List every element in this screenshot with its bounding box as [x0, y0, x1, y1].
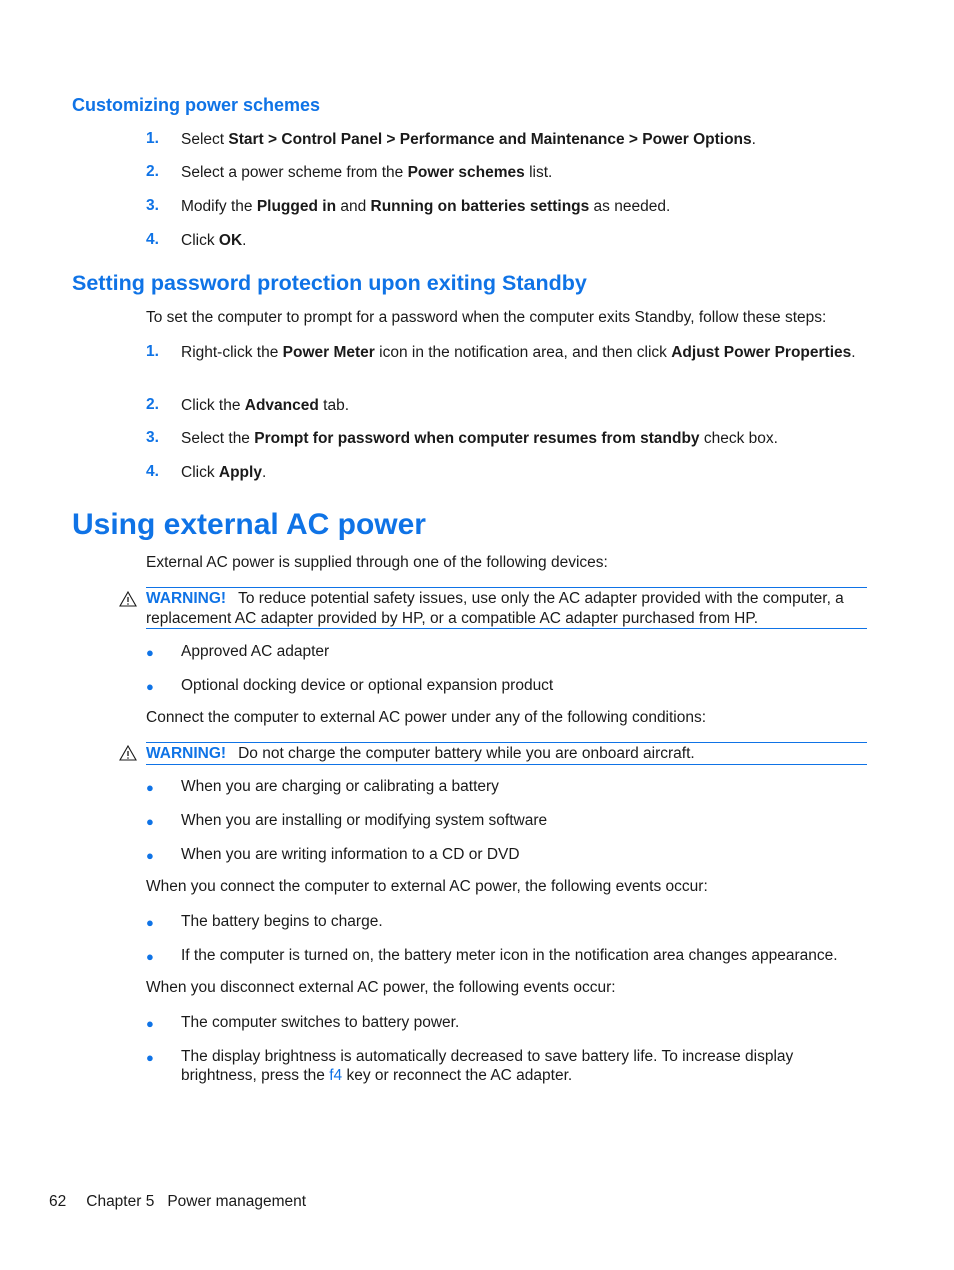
step-text: Select Start > Control Panel > Performance and Maintenance > Power Options.: [181, 131, 756, 148]
step-number: 4.: [146, 231, 159, 248]
step-number: 2.: [146, 163, 159, 180]
list-item: The computer switches to battery power.: [181, 1014, 460, 1031]
chapter-label: Chapter 5: [86, 1193, 155, 1210]
list-item-text: The display brightness is automatically decreased to save battery life. To increase display brightness, press the: [181, 1048, 794, 1084]
intro-paragraph-password: To set the computer to prompt for a password when the computer exits Standby, follow these steps:: [146, 309, 827, 326]
list-item: [181, 1047, 831, 1085]
step-number: 2.: [146, 396, 159, 413]
warning-text: Do not charge the computer battery while you are onboard aircraft.: [238, 745, 695, 762]
step-number: 1.: [146, 130, 159, 147]
list-item: The battery begins to charge.: [181, 913, 383, 930]
page-footer: [49, 1193, 306, 1211]
bullet-icon: ●: [146, 1016, 154, 1031]
bullet-icon: ●: [146, 949, 154, 964]
bullet-icon: ●: [146, 645, 154, 660]
warning-icon: [119, 744, 137, 762]
bullet-icon: ●: [146, 848, 154, 863]
list-item: Approved AC adapter: [181, 643, 330, 660]
step-number: 1.: [146, 343, 159, 360]
intro-paragraph-connect: When you connect the computer to external AC power, the following events occur:: [146, 878, 708, 895]
bullet-icon: ●: [146, 780, 154, 795]
step-number: 3.: [146, 429, 159, 446]
bullet-icon: ●: [146, 915, 154, 930]
list-item: If the computer is turned on, the battery meter icon in the notification area changes appearance.: [181, 947, 838, 964]
step-text: Select the Prompt for password when computer resumes from standby check box.: [181, 430, 778, 447]
warning-box-aircraft: [146, 742, 867, 765]
intro-paragraph-conditions: Connect the computer to external AC power under any of the following conditions:: [146, 709, 707, 726]
intro-paragraph-disconnect: When you disconnect external AC power, the following events occur:: [146, 979, 616, 996]
warning-label: WARNING!: [146, 590, 227, 607]
page-number: 62: [49, 1193, 67, 1210]
page-heading-ac-power: Using external AC power: [72, 508, 426, 541]
step-text: Click Apply.: [181, 464, 267, 481]
bullet-icon: ●: [146, 679, 154, 694]
step-text: Click OK.: [181, 232, 247, 249]
warning-box-adapter: [146, 587, 867, 629]
list-item: When you are installing or modifying system software: [181, 812, 548, 829]
step-text: Select a power scheme from the Power schemes list.: [181, 164, 553, 181]
step-number: 3.: [146, 197, 159, 214]
step-text: Right-click the Power Meter icon in the notification area, and then click Adjust Power Properties.: [181, 344, 856, 361]
warning-label: WARNING!: [146, 745, 227, 762]
intro-paragraph-devices: External AC power is supplied through one of the following devices:: [146, 554, 608, 571]
list-item: When you are charging or calibrating a battery: [181, 778, 499, 795]
step-text: Modify the Plugged in and Running on batteries settings as needed.: [181, 198, 671, 215]
section-heading-password: Setting password protection upon exiting Standby: [72, 271, 587, 295]
list-item-text: key or reconnect the AC adapter.: [342, 1067, 573, 1084]
step-number: 4.: [146, 463, 159, 480]
f4-key-link[interactable]: f4: [329, 1067, 343, 1084]
list-item: When you are writing information to a CD or DVD: [181, 846, 520, 863]
warning-icon: [119, 590, 137, 608]
section-heading-customizing: Customizing power schemes: [72, 95, 321, 115]
bullet-icon: ●: [146, 814, 154, 829]
bullet-icon: ●: [146, 1050, 154, 1065]
warning-text: To reduce potential safety issues, use only the AC adapter provided with the computer, a replacement AC adapter provided by HP, or a compatible AC adapter purchased from HP.: [146, 590, 844, 627]
chapter-title: Power management: [167, 1193, 307, 1210]
list-item: Optional docking device or optional expansion product: [181, 677, 554, 694]
step-text: Click the Advanced tab.: [181, 397, 350, 414]
